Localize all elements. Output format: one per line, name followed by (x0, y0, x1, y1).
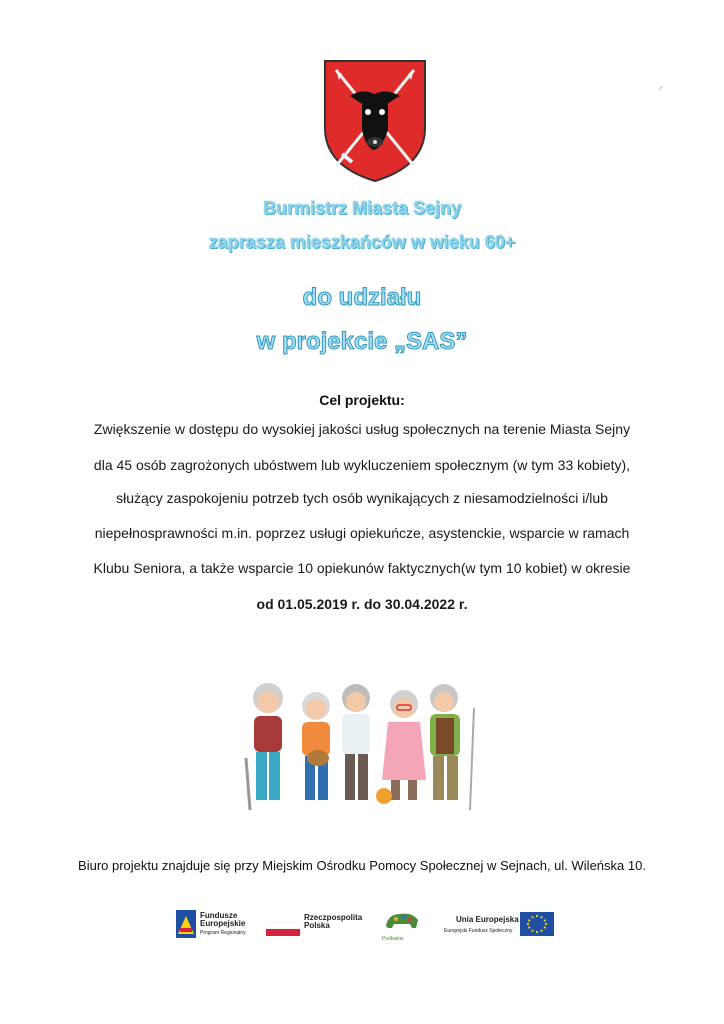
ue-sub: Europejski Fundusz Społeczny (444, 928, 513, 934)
podlaskie-label: Podlaskie (382, 936, 404, 942)
fundusze-europejskie-logo (176, 908, 256, 948)
fe-title-1: Fundusze (200, 911, 238, 920)
fe-sub: Program Regionalny (200, 930, 246, 936)
fe-title-2: Europejskie (200, 919, 246, 928)
heading-mayor: Burmistrz Miasta Sejny (262, 198, 462, 218)
scan-mark: ⸝ (658, 81, 663, 92)
project-period: od 01.05.2019 r. do 30.04.2022 r. (256, 596, 468, 612)
goal-line: dla 45 osób zagrożonych ubóstwem lub wykluczeniem społecznym (w tym 33 kobiety), (93, 457, 631, 473)
goal-line: Zwiększenie w dostępu do wysokiej jakości usług społecznych na terenie Miasta Sejny (93, 421, 631, 437)
heading-invitation: zaprasza mieszkańców w wieku 60+ (208, 232, 516, 252)
goal-label: Cel projektu: (319, 392, 405, 408)
poland-flag-icon (266, 922, 300, 936)
rp-title-1: Rzeczpospolita (304, 913, 363, 922)
bison-icon (382, 908, 422, 934)
eu-flag-icon (520, 912, 554, 936)
goal-line: służący zaspokojeniu potrzeb tych osób wynikających z niesamodzielności i/lub (116, 490, 608, 506)
coat-of-arms-icon (322, 58, 428, 184)
ue-title: Unia Europejska (456, 915, 519, 924)
funding-logos (0, 908, 724, 948)
seniors-illustration-icon (238, 678, 488, 813)
unia-europejska-logo (444, 908, 556, 948)
fe-logo-icon (176, 910, 196, 938)
goal-line: niepełnosprawności m.in. poprzez usługi opiekuńcze, asystenckie, wsparcie w ramach (94, 525, 630, 541)
heading-project-name: w projekcie „SAS” (256, 328, 468, 355)
rp-title-2: Polska (304, 921, 330, 930)
heading-participation: do udziału (302, 284, 422, 311)
podlaskie-logo (382, 908, 424, 948)
project-office-info: Biuro projektu znajduje się przy Miejskim Ośrodku Pomocy Społecznej w Sejnach, ul. Wileńska 10. (78, 858, 646, 873)
rzeczpospolita-polska-logo (266, 908, 366, 948)
goal-line: Klubu Seniora, a także wsparcie 10 opiekunów faktycznych(w tym 10 kobiet) w okresie (93, 560, 631, 576)
